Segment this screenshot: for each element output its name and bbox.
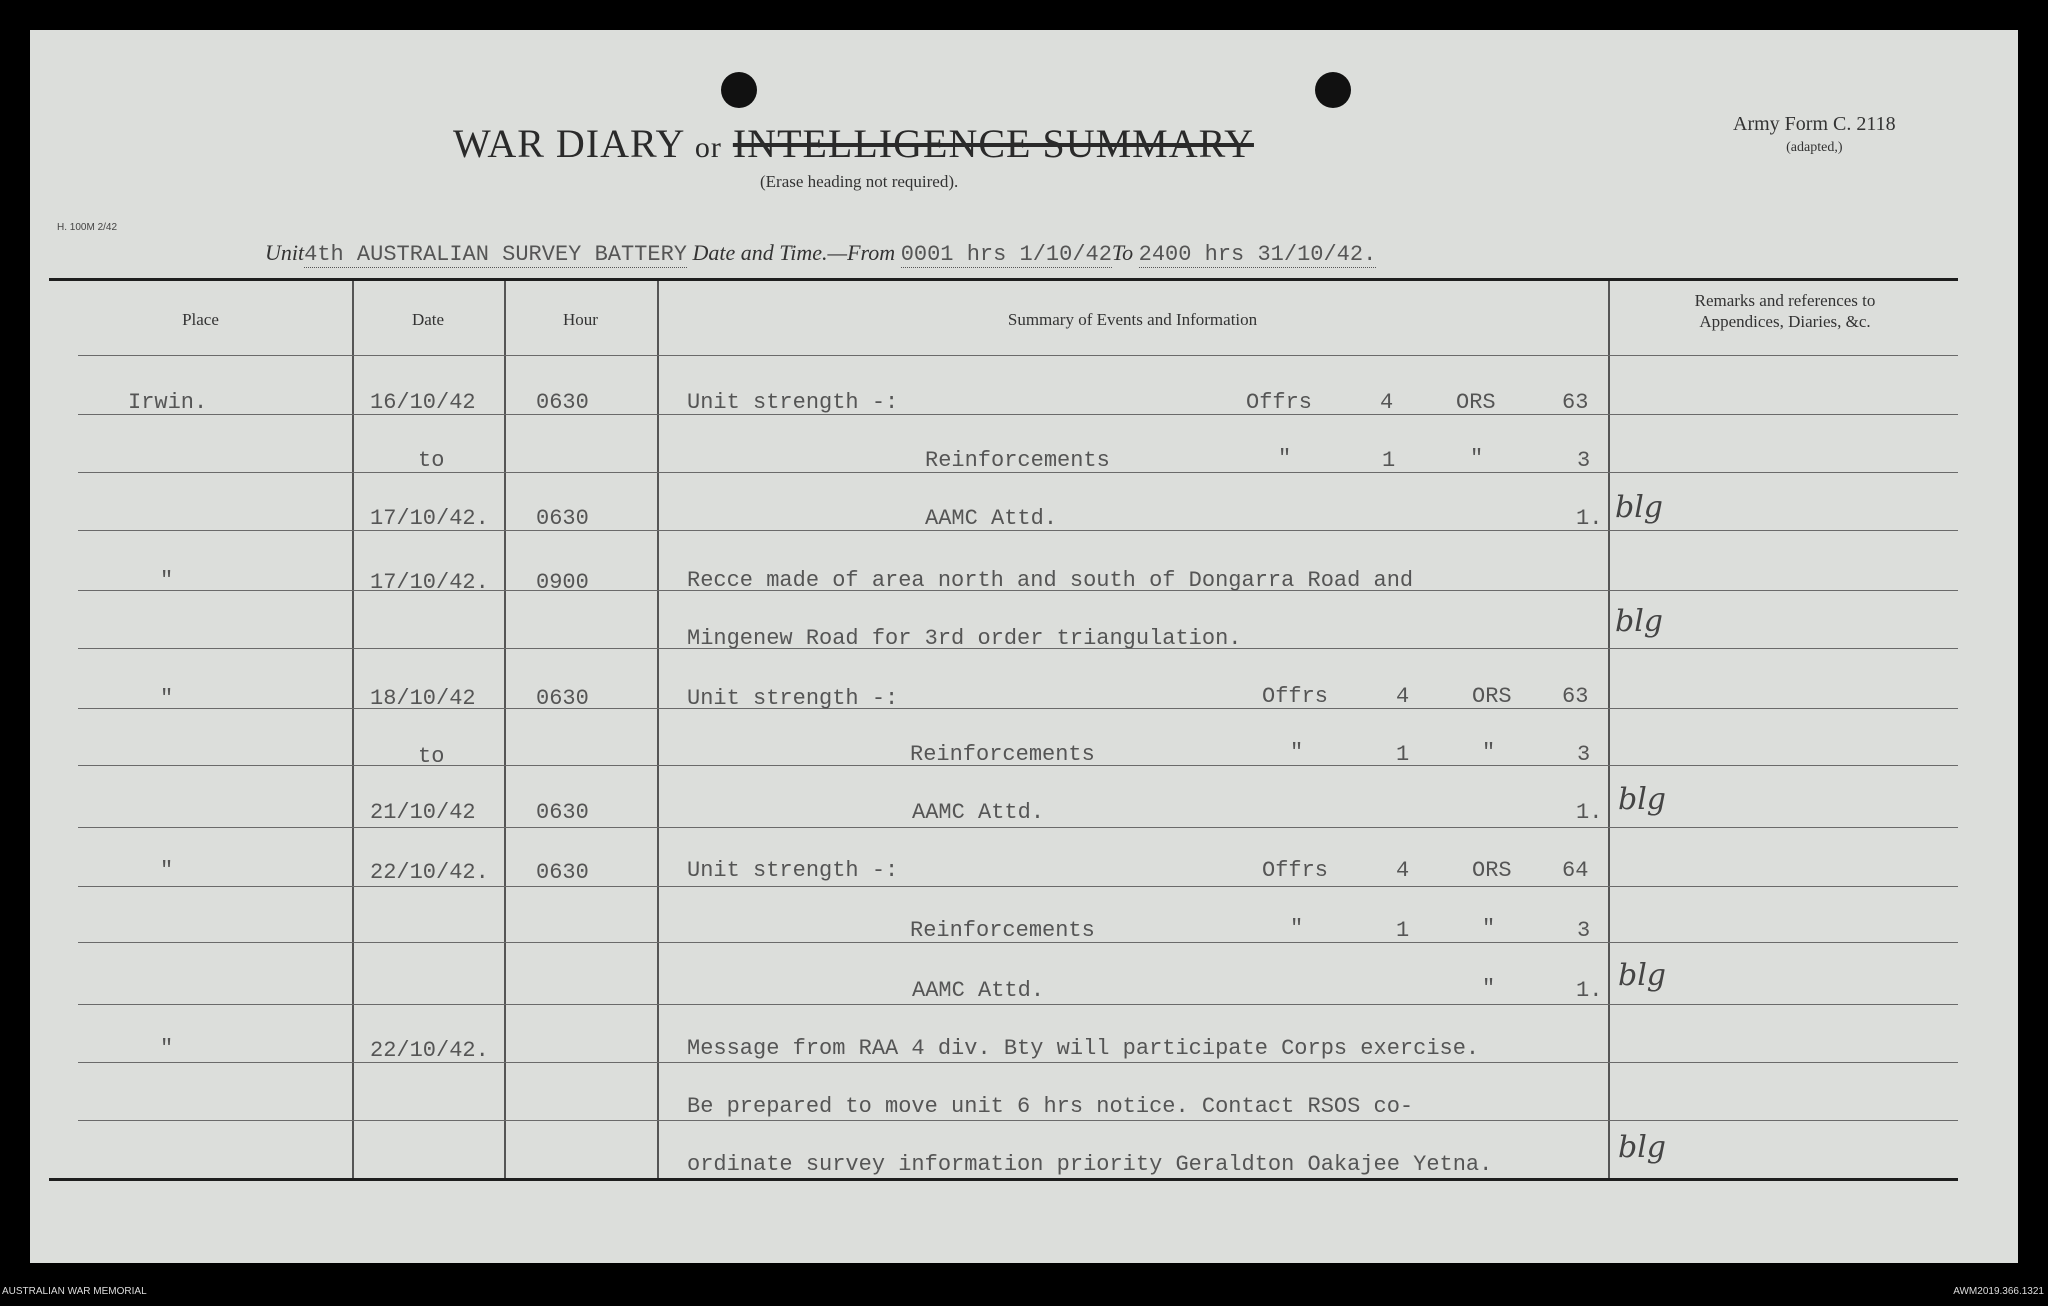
ditto-mark: " [1290,740,1304,765]
strength-count: 1. [1576,800,1603,825]
to-label: To [1111,240,1134,265]
form-number-block [1733,110,1896,158]
unit-label: Unit [265,240,305,265]
ditto-mark: " [1470,446,1484,471]
entry-date: 17/10/42. [370,506,489,531]
entry-summary: Unit strength -: [687,390,899,415]
strength-count: 63 [1562,684,1589,709]
entry-date: 22/10/42. [370,1038,489,1063]
entry-hour: 0630 [536,506,589,531]
entry-hour: 0630 [536,800,589,825]
date-to: 2400 hrs 31/10/42. [1138,242,1377,267]
ditto-mark: " [160,686,174,711]
strength-label: ORS [1472,858,1512,883]
page-title [453,120,1254,167]
entry-summary: AAMC Attd. [912,800,1045,825]
date-from: 0001 hrs 1/10/42 [900,242,1112,267]
initials-signature: blg [1615,490,1664,525]
title-main: WAR DIARY [453,121,684,166]
ditto-mark: " [1482,740,1496,765]
row-rule [78,1004,1958,1005]
initials-signature: blg [1618,958,1667,993]
entry-date: 16/10/42 [370,390,476,415]
entry-hour: 0630 [536,860,589,885]
entry-summary: Reinforcements [910,918,1095,943]
column-divider [657,281,659,1178]
strength-label: ORS [1456,390,1496,415]
punch-hole [721,72,757,108]
entry-place: Irwin. [128,390,208,415]
ditto-mark: " [160,1036,174,1061]
strength-label: Offrs [1246,390,1313,415]
row-rule [78,886,1958,887]
initials-signature: blg [1618,782,1667,817]
entry-summary: ordinate survey information priority Geraldton Oakajee Yetna. [687,1152,1493,1177]
ditto-mark: " [1482,976,1496,1001]
column-divider [352,281,354,1178]
row-rule [78,1062,1958,1063]
punch-hole [1315,72,1351,108]
row-rule [78,827,1958,828]
strength-label: Offrs [1262,684,1329,709]
date-label: Date and Time.—From [692,240,896,265]
strength-label: Offrs [1262,858,1329,883]
entry-summary: Message from RAA 4 div. Bty will participate Corps exercise. [687,1036,1480,1061]
row-rule [78,414,1958,415]
title-struck: INTELLIGENCE SUMMARY [732,121,1254,166]
strength-count: 64 [1562,858,1589,883]
entry-hour: 0630 [536,390,589,415]
initials-signature: blg [1615,604,1664,639]
strength-count: 1 [1396,918,1410,943]
archive-credit: AUSTRALIAN WAR MEMORIAL [2,1286,147,1297]
column-header-remarks: Remarks and references to Appendices, Diaries, &c. [1694,291,1876,332]
table-bottom-rule [49,1178,1958,1181]
entry-date: 17/10/42. [370,570,489,595]
column-divider [1608,281,1610,1178]
entry-date: 21/10/42 [370,800,476,825]
strength-label: ORS [1472,684,1512,709]
row-rule [78,708,1958,709]
entry-summary: Mingenew Road for 3rd order triangulation. [687,626,1242,651]
column-header-hour: Hour [563,310,598,329]
archive-reference: AWM2019.366.1321 [1953,1286,2044,1297]
strength-count: 4 [1396,858,1410,883]
strength-count: 3 [1577,742,1591,767]
ditto-mark: " [160,858,174,883]
entry-summary: Recce made of area north and south of Dongarra Road and [687,568,1414,593]
entry-date: 22/10/42. [370,860,489,885]
entry-date: to [418,744,445,769]
table-top-rule [49,278,1958,281]
column-header-place: Place [182,310,219,329]
ditto-mark: " [1290,916,1304,941]
entry-summary: Unit strength -: [687,686,899,711]
row-rule [78,355,1958,356]
strength-count: 1. [1576,978,1603,1003]
form-adapted: (adapted,) [1786,140,1843,155]
entry-summary: Reinforcements [925,448,1110,473]
entry-summary: Unit strength -: [687,858,899,883]
entry-summary: AAMC Attd. [912,978,1045,1003]
strength-count: 1. [1576,506,1603,531]
strength-count: 4 [1396,684,1410,709]
ditto-mark: " [160,568,174,593]
column-header-date: Date [411,310,445,329]
form-number: Army Form C. 2118 [1733,113,1896,135]
entry-summary: Be prepared to move unit 6 hrs notice. Contact RSOS co- [687,1094,1414,1119]
entry-summary: Reinforcements [910,742,1095,767]
ditto-mark: " [1278,446,1292,471]
row-rule [78,1120,1958,1121]
print-code: H. 100M 2/42 [57,222,118,233]
unit-value: 4th AUSTRALIAN SURVEY BATTERY [304,242,687,267]
title-or: or [694,131,722,164]
entry-summary: AAMC Attd. [925,506,1058,531]
entry-date: 18/10/42 [370,686,476,711]
erase-note: (Erase heading not required). [760,172,959,191]
column-header-summary: Summary of Events and Information [1007,310,1258,329]
strength-count: 4 [1380,390,1394,415]
column-divider [504,281,506,1178]
entry-hour: 0900 [536,570,589,595]
entry-date: to [418,448,445,473]
strength-count: 1 [1396,742,1410,767]
initials-signature: blg [1618,1130,1667,1165]
strength-count: 3 [1577,918,1591,943]
strength-count: 63 [1562,390,1589,415]
entry-hour: 0630 [536,686,589,711]
ditto-mark: " [1482,916,1496,941]
strength-count: 3 [1577,448,1591,473]
unit-line [265,240,1376,267]
strength-count: 1 [1382,448,1396,473]
